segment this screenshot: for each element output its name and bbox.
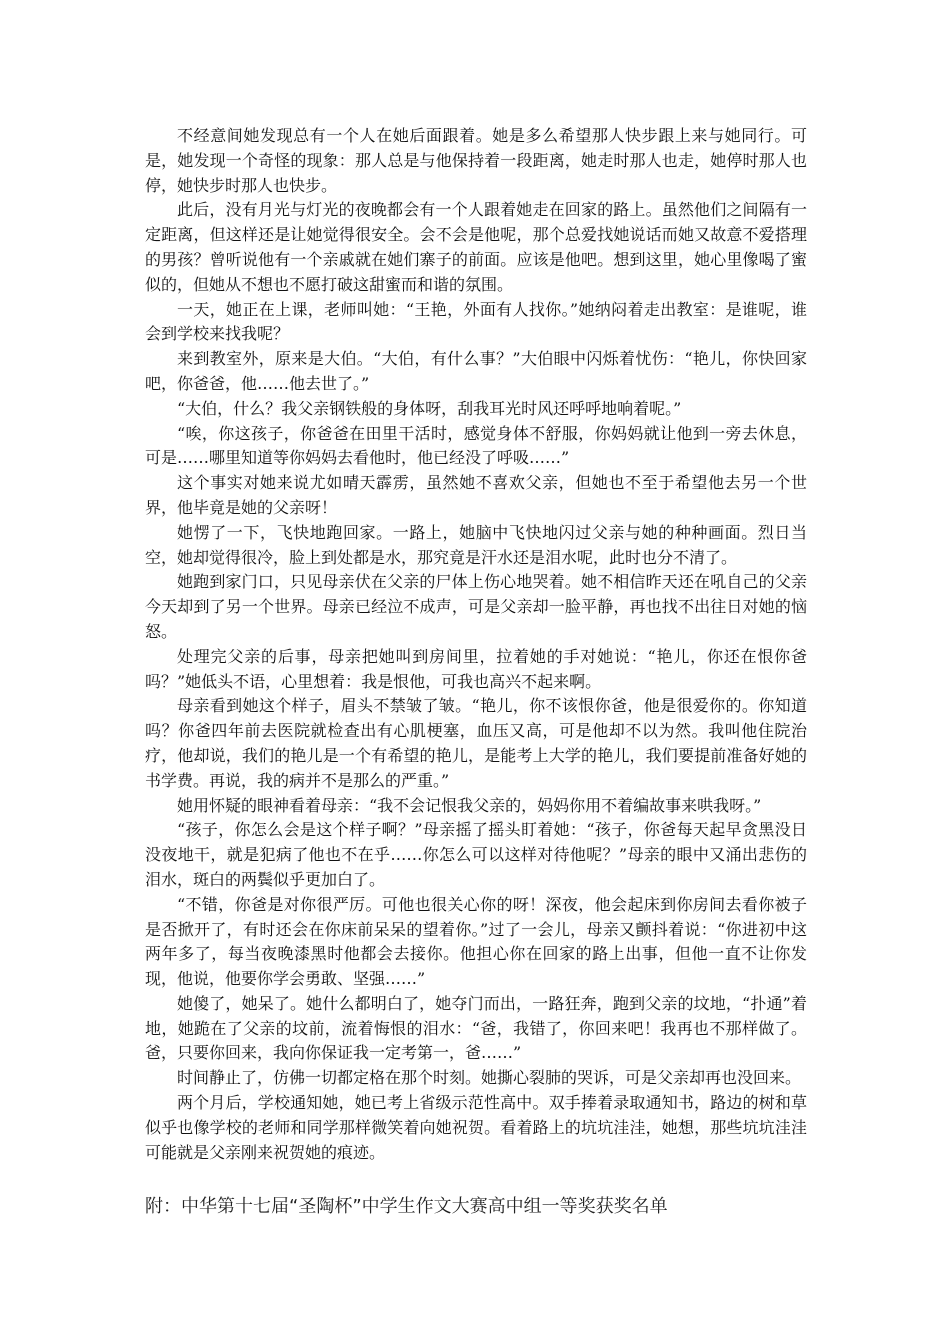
paragraph: 一天，她正在上课，老师叫她：“王艳，外面有人找你。”她纳闷着走出教室：是谁呢，谁会到学校来找我呢？ (145, 299, 807, 344)
paragraph: 母亲看到她这个样子，眉头不禁皱了皱。“艳儿，你不该恨你爸，他是很爱你的。你知道吗？你爸四年前去医院就检查出有心肌梗塞，血压又高，可是他却不以为然。我叫他住院治疗，他却说，我们的艳儿是一个有希望的艳儿，是能考上大学的艳儿，我们要提前准备好她的书学费。再说，我的病并不是那么的严重。” (145, 696, 807, 790)
paragraph: 这个事实对她来说尤如晴天霹雳，虽然她不喜欢父亲，但她也不至于希望他去另一个世界，他毕竟是她的父亲呀！ (145, 473, 807, 517)
article-body (145, 124, 807, 1165)
paragraph: 她跑到家门口，只见母亲伏在父亲的尸体上伤心地哭着。她不相信昨天还在吼自己的父亲今天却到了另一个世界。母亲已经泣不成声，可是父亲却一脸平静，再也找不出往日对她的恼怒。 (145, 572, 807, 641)
paragraph: 她傻了，她呆了。她什么都明白了，她夺门而出，一路狂奔，跑到父亲的坟地，“扑通”着地，她跪在了父亲的坟前，流着悔恨的泪水：“爸，我错了，你回来吧！我再也不那样做了。爸，只要你回来，我向你保证我一定考第一，爸……” (145, 993, 807, 1063)
paragraph: “孩子，你怎么会是这个样子啊？”母亲摇了摇头盯着她：“孩子，你爸每天起早贪黑没日没夜地干，就是犯病了他也不在乎……你怎么可以这样对待他呢？”母亲的眼中又涌出悲伤的泪水，斑白的两鬓似乎更加白了。 (145, 820, 807, 889)
paragraph: “大伯，什么？我父亲钢铁般的身体呀，刮我耳光时风还呼呼地响着呢。” (177, 398, 682, 418)
paragraph: 两个月后，学校通知她，她已考上省级示范性高中。双手捧着录取通知书，路边的树和草似乎也像学校的老师和同学那样微笑着向她祝贺。看着路上的坑坑洼洼，她想，那些坑坑洼洼可能就是父亲刚来祝贺她的痕迹。 (145, 1093, 807, 1162)
paragraph: 不经意间她发现总有一个人在她后面跟着。她是多么希望那人快步跟上来与她同行。可是，她发现一个奇怪的现象：那人总是与他保持着一段距离，她走时那人也走，她停时那人也停，她快步时那人也快步。 (145, 126, 807, 195)
appendix-heading (145, 1193, 807, 1221)
paragraph: “唉，你这孩子，你爸爸在田里干活时，感觉身体不舒服，你妈妈就让他到一旁去休息，可是……哪里知道等你妈妈去看他时，他已经没了呼吸……” (145, 423, 807, 468)
paragraph: 她用怀疑的眼神看着母亲：“我不会记恨我父亲的，妈妈你用不着编故事来哄我呀。” (177, 795, 762, 815)
paragraph: 处理完父亲的后事，母亲把她叫到房间里，拉着她的手对她说：“艳儿，你还在恨你爸吗？”她低头不语，心里想着：我是恨他，可我也高兴不起来啊。 (145, 646, 807, 691)
paragraph: 此后，没有月光与灯光的夜晚都会有一个人跟着她走在回家的路上。虽然他们之间隔有一定距离，但这样还是让她觉得很安全。会不会是他呢，那个总爱找她说话而她又故意不爱搭理的男孩？曾听说他有一个亲戚就在她们寨子的前面。应该是他吧。想到这里，她心里像喝了蜜似的，但她从不想也不愿打破这甜蜜而和谐的氛围。 (145, 200, 807, 294)
appendix-prefix: 附： (145, 1196, 181, 1217)
paragraph: 她愣了一下，飞快地跑回家。一路上，她脑中飞快地闪过父亲与她的种种画面。烈日当空，她却觉得很冷，脸上到处都是水，那究竟是汗水还是泪水呢，此时也分不清了。 (145, 522, 807, 567)
paragraph: 时间静止了，仿佛一切都定格在那个时刻。她撕心裂肺的哭诉，可是父亲却再也没回来。 (177, 1068, 802, 1088)
paragraph: 来到教室外，原来是大伯。“大伯，有什么事？”大伯眼中闪烁着忧伤：“艳儿，你快回家吧，你爸爸，他……他去世了。” (145, 349, 807, 393)
paragraph: “不错，你爸是对你很严厉。可他也很关心你的呀！深夜，他会起床到你房间去看你被子是否掀开了，有时还会在你床前呆呆的望着你。”过了一会儿，母亲又颤抖着说：“你进初中这两年多了，每当夜晚漆黑时他都会去接你。他担心你在回家的路上出事，但他一直不让你发现，他说，他要你学会勇敢、坚强……” (145, 894, 807, 989)
appendix-title: 中华第十七届“圣陶杯”中学生作文大赛高中组一等奖获奖名单 (181, 1196, 668, 1217)
